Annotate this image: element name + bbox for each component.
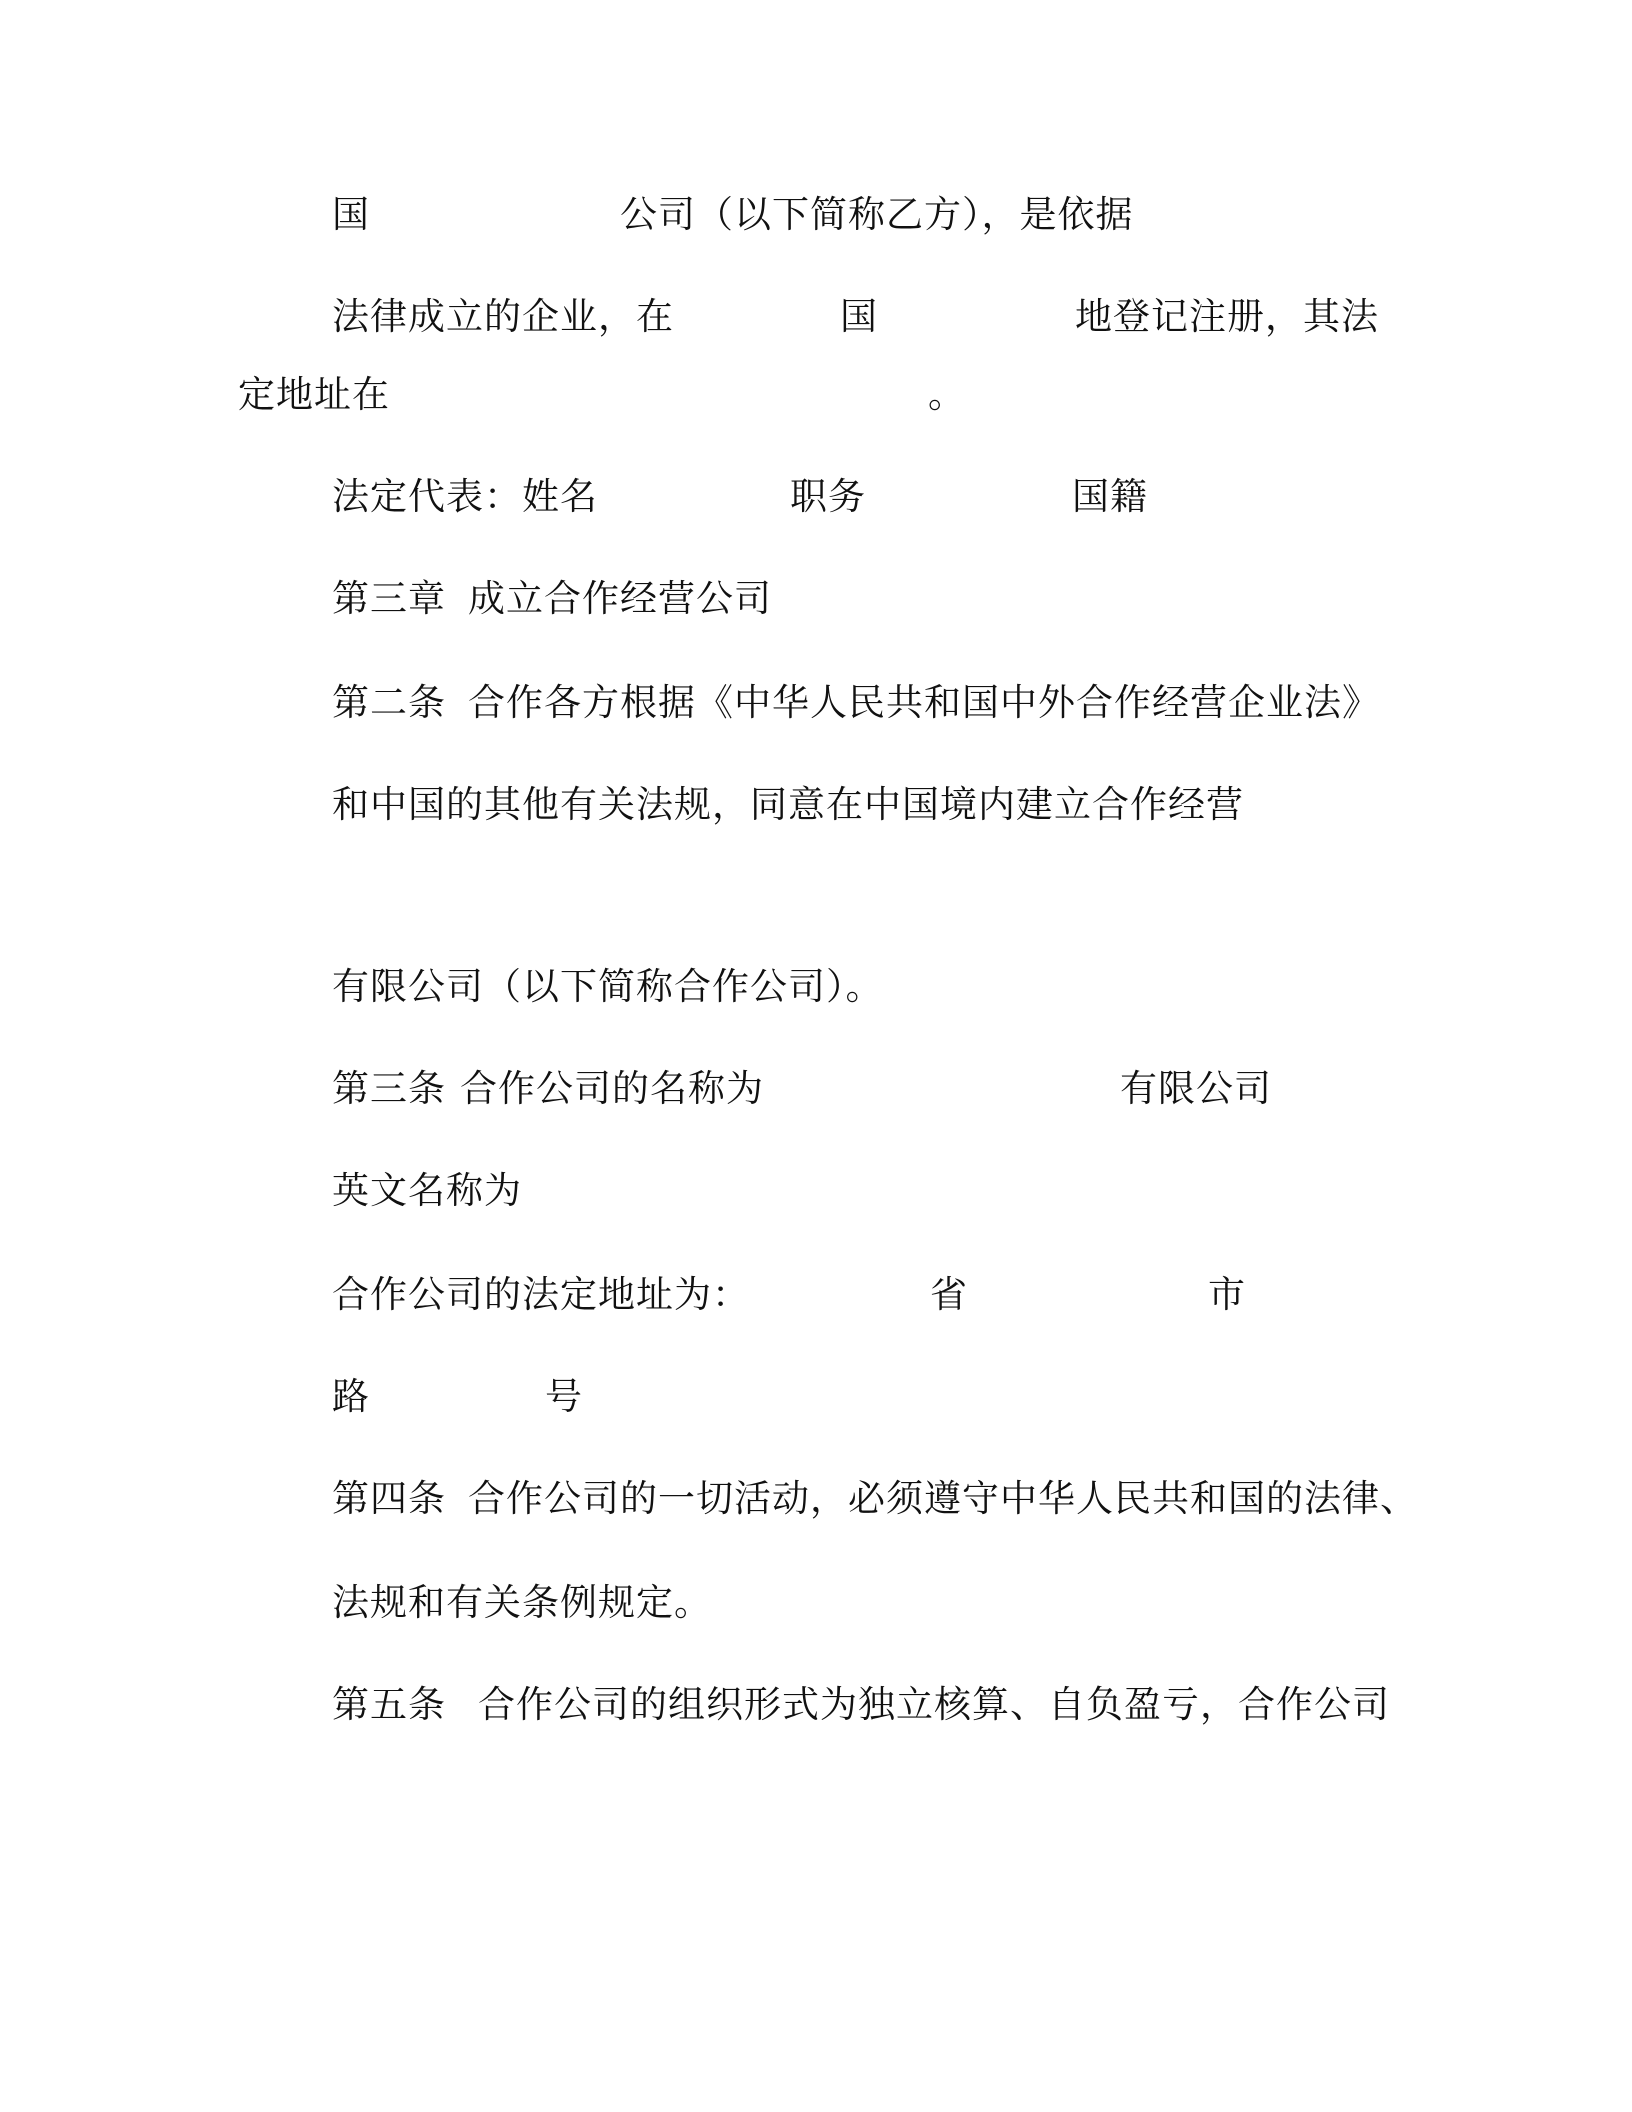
text-segment: 合作公司的法定地址为： <box>332 1273 750 1316</box>
text-segment: 省 <box>930 1273 968 1316</box>
text-segment: 和中国的其他有关法规，同意在中国境内建立合作经营 <box>332 783 1244 826</box>
article-3-line-4 <box>0 1375 1632 1426</box>
article-number: 第二条 <box>332 681 446 724</box>
article-5-line-1 <box>0 1683 1632 1734</box>
text-segment: 国 <box>840 295 878 338</box>
text-segment: 合作公司的组织形式为独立核算、自负盈亏，合作公司 <box>478 1683 1390 1726</box>
article-number: 第四条 <box>332 1477 446 1520</box>
text-segment: 合作公司的名称为 <box>460 1067 764 1110</box>
chapter-number: 第三章 <box>332 577 446 620</box>
article-4-line-1 <box>0 1477 1632 1528</box>
text-segment: 英文名称为 <box>332 1169 522 1212</box>
text-segment: 市 <box>1208 1273 1246 1316</box>
text-segment: 路 <box>332 1375 370 1418</box>
text-segment: 有限公司 <box>1120 1067 1272 1110</box>
article-number: 第五条 <box>332 1683 446 1726</box>
article-2-line-2 <box>0 783 1632 834</box>
article-3-line-3 <box>0 1273 1632 1324</box>
article-number: 第三条 <box>332 1067 446 1110</box>
text-segment: 法规和有关条例规定。 <box>332 1581 712 1624</box>
paragraph-line-address <box>0 373 1632 424</box>
article-3-line-1 <box>0 1067 1632 1118</box>
text-segment: 国 <box>332 193 370 236</box>
text-segment: 地登记注册，其法 <box>1075 295 1379 338</box>
article-4-line-2 <box>0 1581 1632 1632</box>
chapter-heading <box>0 577 1632 628</box>
text-segment: 合作各方根据《中华人民共和国中外合作经营企业法》 <box>468 681 1380 724</box>
paragraph-line-party-b <box>0 193 1632 244</box>
article-2-line-3 <box>0 965 1632 1016</box>
article-2-line-1 <box>0 681 1632 732</box>
article-3-line-2 <box>0 1169 1632 1220</box>
text-segment: 国籍 <box>1072 475 1148 518</box>
text-segment: 法定代表：姓名 <box>332 475 598 518</box>
text-segment: 有限公司（以下简称合作公司）。 <box>332 965 884 1008</box>
text-segment: 号 <box>545 1375 583 1418</box>
chapter-title: 成立合作经营公司 <box>468 577 772 620</box>
paragraph-line-registration <box>0 295 1632 346</box>
text-segment: 合作公司的一切活动，必须遵守中华人民共和国的法律、 <box>468 1477 1418 1520</box>
text-segment: 职务 <box>790 475 866 518</box>
text-segment: 定地址在 <box>238 373 390 416</box>
text-segment: 法律成立的企业，在 <box>332 295 674 338</box>
text-segment: 。 <box>928 373 966 416</box>
text-segment: 公司（以下简称乙方），是依据 <box>620 193 1134 236</box>
paragraph-line-legal-representative <box>0 475 1632 526</box>
